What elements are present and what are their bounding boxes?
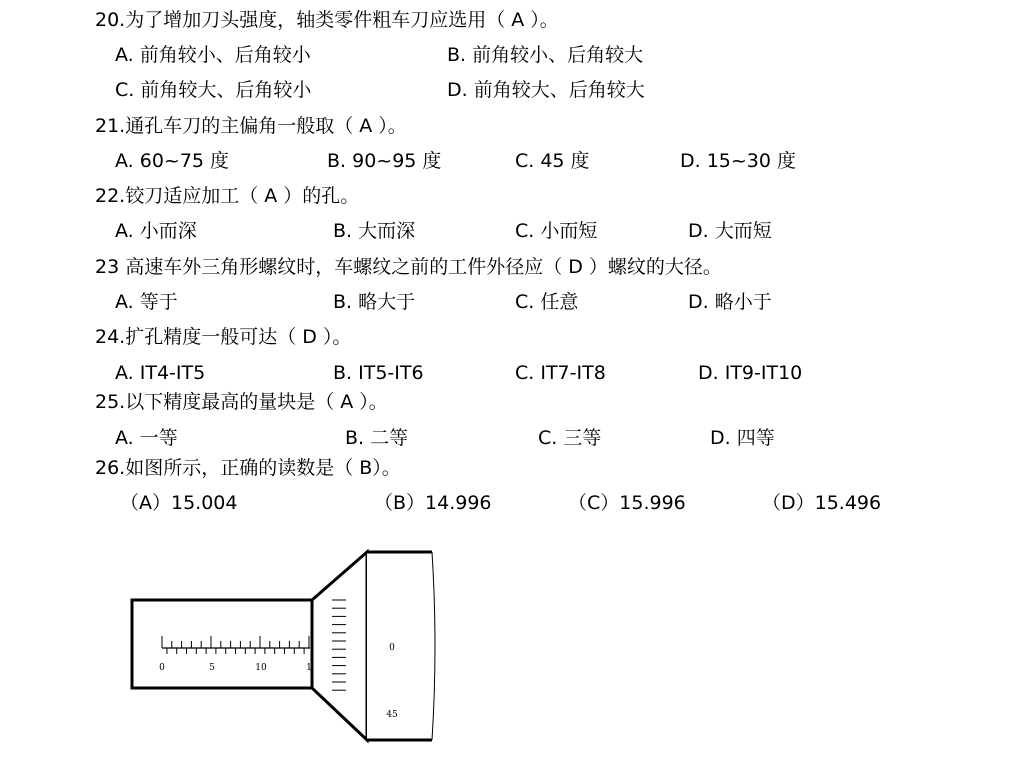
q23-option-c: C. 任意: [515, 291, 579, 313]
sleeve-label-10: 10: [255, 663, 267, 673]
q25-option-d: D. 四等: [710, 427, 775, 449]
thimble-body: [367, 552, 435, 740]
micrometer-sleeve: [132, 600, 312, 688]
thimble-label-0: 0: [389, 643, 395, 653]
q20-option-c: C. 前角较大、后角较小: [115, 79, 312, 101]
q26-option-d: （D）15.496: [762, 492, 882, 514]
q22-option-b: B. 大而深: [333, 220, 416, 242]
question-26-stem: 26.如图所示，正确的读数是（ B）。: [95, 457, 401, 479]
sleeve-label-0: 0: [159, 663, 165, 673]
question-22-stem: 22.铰刀适应加工（ A ）的孔。: [95, 185, 360, 207]
thimble-cone: [312, 552, 367, 740]
sleeve-label-5: 5: [209, 663, 215, 673]
thimble-label-45: 45: [386, 710, 398, 720]
q20-option-a: A. 前角较小、后角较小: [115, 44, 311, 66]
q25-option-a: A. 一等: [115, 427, 178, 449]
q24-option-c: C. IT7-IT8: [515, 362, 606, 384]
q23-option-a: A. 等于: [115, 291, 178, 313]
q21-option-d: D. 15~30 度: [680, 150, 797, 172]
q21-option-b: B. 90~95 度: [327, 150, 442, 172]
q20-option-b: B. 前角较小、后角较大: [447, 44, 644, 66]
q22-option-d: D. 大而短: [688, 220, 772, 242]
q26-option-a: （A）15.004: [120, 492, 238, 514]
q25-option-b: B. 二等: [345, 427, 409, 449]
q26-option-c: （C）15.996: [568, 492, 686, 514]
q20-option-d: D. 前角较大、后角较大: [447, 79, 645, 101]
q22-option-a: A. 小而深: [115, 220, 197, 242]
q25-option-c: C. 三等: [538, 427, 602, 449]
micrometer-figure: [120, 540, 450, 750]
q24-option-a: A. IT4-IT5: [115, 362, 206, 384]
q23-option-d: D. 略小于: [688, 291, 772, 313]
q22-option-c: C. 小而短: [515, 220, 598, 242]
question-24-stem: 24.扩孔精度一般可达（ D ）。: [95, 326, 352, 348]
sleeve-label-15: 1: [306, 663, 312, 673]
question-21-stem: 21.通孔车刀的主偏角一般取（ A ）。: [95, 115, 407, 137]
sleeve-scale-ticks: [162, 636, 309, 654]
question-23-stem: 23 高速车外三角形螺纹时，车螺纹之前的工件外径应（ D ）螺纹的大径。: [95, 256, 722, 278]
question-25-stem: 25.以下精度最高的量块是（ A ）。: [95, 391, 388, 413]
q26-option-b: （B）14.996: [374, 492, 492, 514]
question-20-stem: 20.为了增加刀头强度，轴类零件粗车刀应选用（ A ）。: [95, 9, 559, 31]
q21-option-c: C. 45 度: [515, 150, 590, 172]
q23-option-b: B. 略大于: [333, 291, 416, 313]
q24-option-b: B. IT5-IT6: [333, 362, 424, 384]
q24-option-d: D. IT9-IT10: [698, 362, 803, 384]
q21-option-a: A. 60~75 度: [115, 150, 230, 172]
